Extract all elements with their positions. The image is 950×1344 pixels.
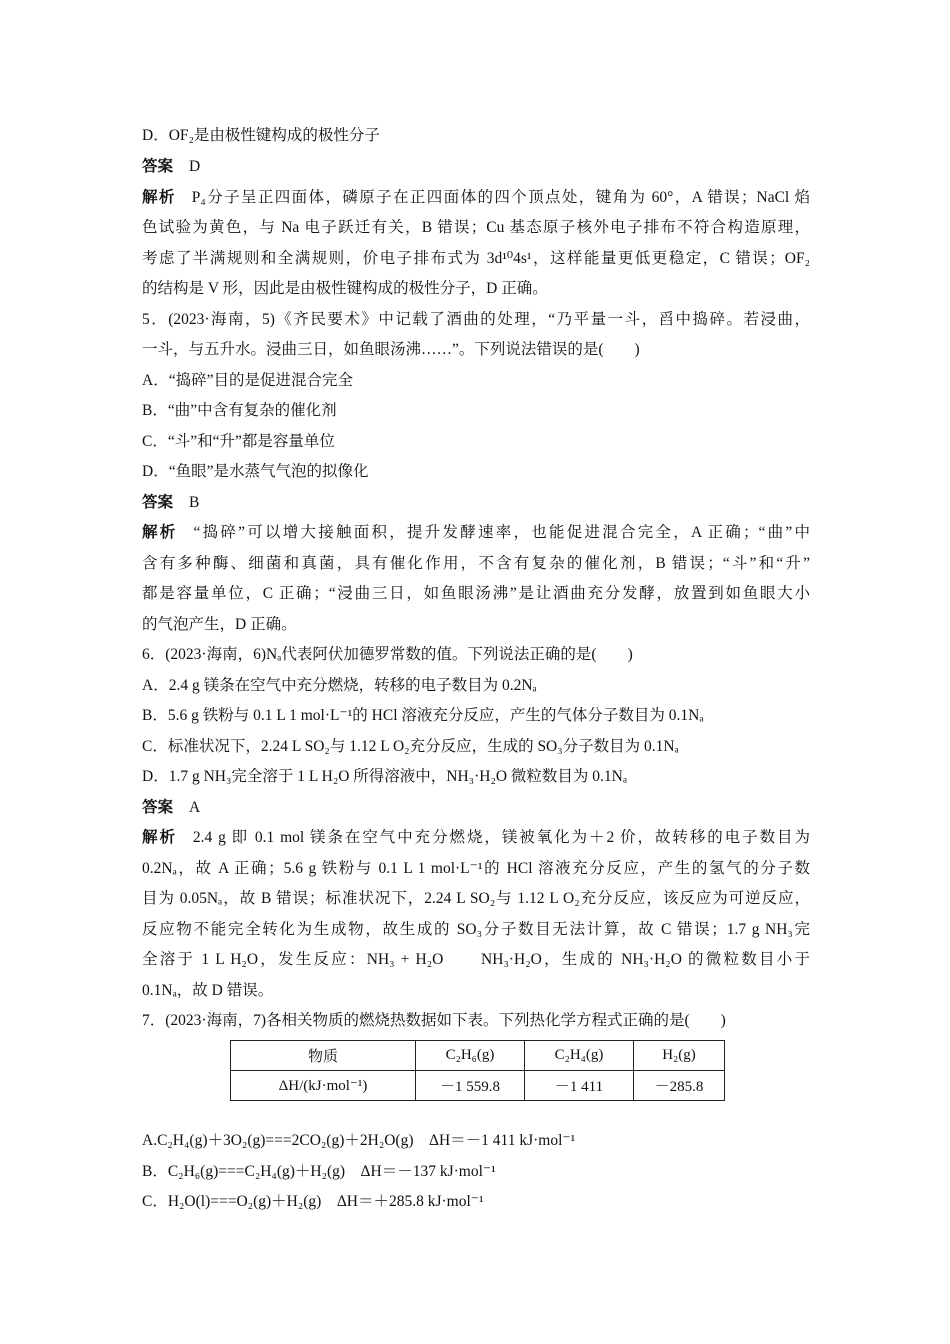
table-header-cell: C₂H₆(g) [416, 1041, 525, 1071]
q6-analysis-2: 0.2Nₐ，故 A 正确；5.6 g 铁粉与 0.1 L 1 mol·L⁻¹的 HCl 溶液充分反应，产生的氢气的分子数 [142, 860, 810, 877]
analysis-text: 2.4 g 即 0.1 mol 镁条在空气中充分燃烧，镁被氧化为＋2 价，故转移的电子数目为 [192, 829, 810, 846]
q5-analysis-1 [142, 523, 810, 543]
q5-option-c: C．“斗”和“升”都是容量单位 [142, 433, 335, 450]
option-d-prev: D．OF₂是由极性键构成的极性分子 [142, 127, 380, 144]
analysis-line-prev-1 [142, 188, 810, 208]
q6-option-d: D．1.7 g NH₃完全溶于 1 L H₂O 所得溶液中，NH₃·H₂O 微粒数目为 0.1Nₐ [142, 768, 628, 785]
q6-option-b: B．5.6 g 铁粉与 0.1 L 1 mol·L⁻¹的 HCl 溶液充分反应，产生的气体分子数目为 0.1Nₐ [142, 707, 704, 724]
table-cell: －285.8 [634, 1071, 725, 1101]
q7-option-a: A.C₂H₄(g)＋3O₂(g)===2CO₂(g)＋2H₂O(g) ΔH＝－1 411 kJ·mol⁻¹ [142, 1132, 576, 1149]
q6-analysis-1 [142, 828, 810, 848]
q6-option-c: C．标准状况下，2.24 L SO₂与 1.12 L O₂充分反应，生成的 SO₃分子数目为 0.1Nₐ [142, 738, 679, 755]
q6-option-a: A．2.4 g 镁条在空气中充分燃烧，转移的电子数目为 0.2Nₐ [142, 677, 537, 694]
analysis-label: 解析 [142, 829, 177, 846]
analysis-line-prev-4: 的结构是 V 形，因此是由极性键构成的极性分子，D 正确。 [142, 280, 548, 297]
q6-analysis-5: 全溶于 1 L H₂O，发生反应：NH₃ + H₂O NH₃·H₂O，生成的 NH₃·H₂O 的微粒数目小于 [142, 951, 810, 968]
table-header-cell: C₂H₄(g) [525, 1041, 634, 1071]
q6-analysis-3: 目为 0.05Nₐ，故 B 错误；标准状况下，2.24 L SO₂与 1.12 L O₂充分反应，该反应为可逆反应， [142, 890, 810, 907]
table-header-cell: H₂(g) [634, 1041, 725, 1071]
analysis-line-prev-3: 考虑了半满规则和全满规则，价电子排布式为 3d¹⁰4s¹，这样能量更低更稳定，C 错误；OF₂ [142, 250, 810, 267]
table-row [231, 1071, 725, 1101]
q7-option-b: B．C₂H₆(g)===C₂H₄(g)＋H₂(g) ΔH＝－137 kJ·mol⁻¹ [142, 1163, 496, 1180]
answer-line-prev [142, 157, 200, 177]
answer-value: D [189, 158, 201, 175]
q5-stem-2: 一斗，与五升水。浸曲三日，如鱼眼汤沸……”。下列说法错误的是( ) [142, 341, 640, 358]
combustion-heat-table [230, 1040, 725, 1101]
table-cell: ΔH/(kJ·mol⁻¹) [231, 1071, 416, 1101]
table-cell: －1 411 [525, 1071, 634, 1101]
analysis-text: P₄分子呈正四面体，磷原子在正四面体的四个顶点处，键角为 60°，A 错误；NaCl 焰 [191, 189, 810, 206]
answer-label: 答案 [142, 799, 174, 816]
answer-value: A [189, 799, 201, 816]
q6-analysis-4: 反应物不能完全转化为生成物，故生成的 SO₃分子数目无法计算，故 C 错误；1.7 g NH₃完 [142, 921, 810, 938]
q5-stem-1: 5．(2023·海南，5)《齐民要术》中记载了酒曲的处理，“乃平量一斗，舀中捣碎。若浸曲， [142, 311, 810, 328]
q5-option-b: B．“曲”中含有复杂的催化剂 [142, 402, 337, 419]
answer-label: 答案 [142, 158, 174, 175]
q5-analysis-2: 含有多种酶、细菌和真菌，具有催化作用，不含有复杂的催化剂，B 错误；“斗”和“升” [142, 555, 810, 572]
answer-value: B [189, 494, 200, 511]
table-header-row [231, 1041, 725, 1071]
analysis-line-prev-2: 色试验为黄色，与 Na 电子跃迁有关，B 错误；Cu 基态原子核外电子排布不符合构造原理， [142, 219, 810, 236]
analysis-text: “捣碎”可以增大接触面积，提升发酵速率，也能促进混合完全，A 正确；“曲”中 [193, 524, 810, 541]
q5-answer [142, 493, 199, 513]
q5-option-a: A．“捣碎”目的是促进混合完全 [142, 372, 353, 389]
q6-analysis-6: 0.1Nₐ，故 D 错误。 [142, 982, 274, 999]
answer-label: 答案 [142, 494, 174, 511]
table-cell: －1 559.8 [416, 1071, 525, 1101]
q5-analysis-4: 的气泡产生，D 正确。 [142, 616, 297, 633]
q7-stem: 7．(2023·海南，7)各相关物质的燃烧热数据如下表。下列热化学方程式正确的是( ) [142, 1012, 726, 1029]
q5-option-d: D．“鱼眼”是水蒸气气泡的拟像化 [142, 463, 369, 480]
q6-answer [142, 798, 200, 818]
q5-analysis-3: 都是容量单位，C 正确；“浸曲三日，如鱼眼汤沸”是让酒曲充分发酵，放置到如鱼眼大小 [142, 585, 810, 602]
q7-option-c: C．H₂O(l)===O₂(g)＋H₂(g) ΔH＝＋285.8 kJ·mol⁻¹ [142, 1193, 484, 1210]
q6-stem: 6．(2023·海南，6)Nₐ代表阿伏加德罗常数的值。下列说法正确的是( ) [142, 646, 633, 663]
table-header-cell: 物质 [231, 1041, 416, 1071]
analysis-label: 解析 [142, 189, 176, 206]
analysis-label: 解析 [142, 524, 178, 541]
